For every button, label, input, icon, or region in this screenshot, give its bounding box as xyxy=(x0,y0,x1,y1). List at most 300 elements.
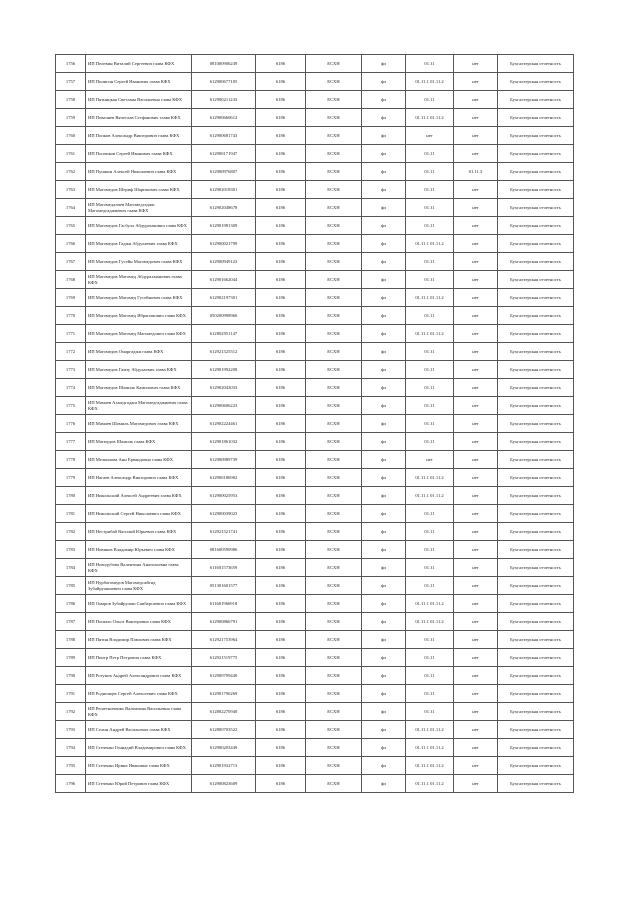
table-row xyxy=(56,685,574,703)
additional-activity-code-cell: нет xyxy=(454,703,498,721)
tax-regime-cell: ЕСХН xyxy=(306,433,362,451)
organization-name-cell: ИП Поваляев Вячеслав Стефанович глава КФХ xyxy=(86,109,192,127)
row-number-cell: 1791 xyxy=(56,685,86,703)
row-number-cell: 1784 xyxy=(56,559,86,577)
table-row xyxy=(56,163,574,181)
entity-type-cell: фл xyxy=(362,577,406,595)
additional-activity-code-cell: нет xyxy=(454,73,498,91)
main-activity-code-cell: 01.11 xyxy=(406,685,454,703)
inn-number-cell: 612900660612 xyxy=(192,109,256,127)
additional-activity-code-cell: нет xyxy=(454,775,498,793)
tax-regime-cell: ЕСХН xyxy=(306,343,362,361)
main-activity-code-cell: 01.11 xyxy=(406,415,454,433)
table-row xyxy=(56,271,574,289)
inn-number-cell: 612921519775 xyxy=(192,649,256,667)
row-number-cell: 1761 xyxy=(56,145,86,163)
entity-type-cell: фл xyxy=(362,433,406,451)
main-activity-code-cell: 01.11 xyxy=(406,217,454,235)
entity-type-cell: фл xyxy=(362,649,406,667)
row-number-cell: 1788 xyxy=(56,631,86,649)
entity-type-cell: фл xyxy=(362,361,406,379)
main-activity-code-cell: 01.11.1 01.11.2 xyxy=(406,721,454,739)
tax-office-code-cell: 6186 xyxy=(256,721,306,739)
inn-number-cell: 612902048678 xyxy=(192,199,256,217)
additional-activity-code-cell: нет xyxy=(454,631,498,649)
inn-number-cell: 612902018301 xyxy=(192,181,256,199)
entity-type-cell: фл xyxy=(362,253,406,271)
inn-number-cell: 612921521741 xyxy=(192,523,256,541)
main-activity-code-cell: 01.11 xyxy=(406,523,454,541)
tax-regime-cell: ЕСХН xyxy=(306,667,362,685)
report-type-cell: Бухгалтерская отчетность xyxy=(498,523,574,541)
report-type-cell: Бухгалтерская отчетность xyxy=(498,595,574,613)
organization-name-cell: ИП Магомедов Магомед Магомедович глава КФХ xyxy=(86,325,192,343)
main-activity-code-cell: нет xyxy=(406,451,454,469)
main-activity-code-cell: 01.11.1 01.11.2 xyxy=(406,595,454,613)
organization-name-cell: ИП Магомедов Омаргаджи глава КФХ xyxy=(86,343,192,361)
report-type-cell: Бухгалтерская отчетность xyxy=(498,235,574,253)
entity-type-cell: фл xyxy=(362,145,406,163)
tax-regime-cell: ЕСХН xyxy=(306,109,362,127)
tax-office-code-cell: 6186 xyxy=(256,595,306,613)
inn-number-cell: 612902043033 xyxy=(192,379,256,397)
row-number-cell: 1760 xyxy=(56,127,86,145)
table-row xyxy=(56,703,574,721)
tax-regime-cell: ЕСХН xyxy=(306,721,362,739)
row-number-cell: 1786 xyxy=(56,595,86,613)
row-number-cell: 1774 xyxy=(56,379,86,397)
table-row xyxy=(56,541,574,559)
entity-type-cell: фл xyxy=(362,217,406,235)
organization-name-cell: ИП Магомедов Гусейн Магомедович глава КФХ xyxy=(86,253,192,271)
additional-activity-code-cell: нет xyxy=(454,307,498,325)
additional-activity-code-cell: нет xyxy=(454,253,498,271)
additional-activity-code-cell: нет xyxy=(454,667,498,685)
tax-office-code-cell: 6186 xyxy=(256,253,306,271)
additional-activity-code-cell: нет xyxy=(454,523,498,541)
additional-activity-code-cell: нет xyxy=(454,685,498,703)
organization-name-cell: ИП Магомедов Гасбулл Абдуразакович глава КФХ xyxy=(86,217,192,235)
entity-type-cell: фл xyxy=(362,487,406,505)
additional-activity-code-cell: нет xyxy=(454,505,498,523)
tax-office-code-cell: 6186 xyxy=(256,55,306,73)
tax-office-code-cell: 6186 xyxy=(256,559,306,577)
additional-activity-code-cell: нет xyxy=(454,217,498,235)
tax-regime-cell: ЕСХН xyxy=(306,91,362,109)
report-type-cell: Бухгалтерская отчетность xyxy=(498,487,574,505)
report-type-cell: Бухгалтерская отчетность xyxy=(498,667,574,685)
organization-name-cell: ИП Магомедов Магомед Абдурахманович глава КФХ xyxy=(86,271,192,289)
report-type-cell: Бухгалтерская отчетность xyxy=(498,613,574,631)
tax-regime-cell: ЕСХН xyxy=(306,559,362,577)
additional-activity-code-cell: нет xyxy=(454,397,498,415)
report-type-cell: Бухгалтерская отчетность xyxy=(498,199,574,217)
entity-type-cell: фл xyxy=(362,109,406,127)
additional-activity-code-cell: нет xyxy=(454,595,498,613)
entity-type-cell: фл xyxy=(362,685,406,703)
tax-office-code-cell: 6186 xyxy=(256,289,306,307)
organization-name-cell: ИП Магомедов Магомед Гусейнович глава КФХ xyxy=(86,289,192,307)
table-body xyxy=(56,55,574,793)
row-number-cell: 1775 xyxy=(56,397,86,415)
tax-regime-cell: ЕСХН xyxy=(306,271,362,289)
tax-office-code-cell: 6186 xyxy=(256,523,306,541)
tax-regime-cell: ЕСХН xyxy=(306,415,362,433)
document-page xyxy=(55,54,573,848)
table-row xyxy=(56,109,574,127)
table-row xyxy=(56,343,574,361)
tax-regime-cell: ЕСХН xyxy=(306,217,362,235)
main-activity-code-cell: 01.11 xyxy=(406,271,454,289)
tax-office-code-cell: 6186 xyxy=(256,631,306,649)
tax-regime-cell: ЕСХН xyxy=(306,505,362,523)
report-type-cell: Бухгалтерская отчетность xyxy=(498,55,574,73)
tax-regime-cell: ЕСХН xyxy=(306,379,362,397)
entity-type-cell: фл xyxy=(362,469,406,487)
main-activity-code-cell: 01.11 xyxy=(406,343,454,361)
main-activity-code-cell: 01.11 xyxy=(406,379,454,397)
organization-name-cell: ИП Омаров Зубайрулаш Саибарсаевич глава КФХ xyxy=(86,595,192,613)
tax-office-code-cell: 6186 xyxy=(256,343,306,361)
entity-type-cell: фл xyxy=(362,613,406,631)
entity-type-cell: фл xyxy=(362,523,406,541)
entity-type-cell: фл xyxy=(362,163,406,181)
row-number-cell: 1780 xyxy=(56,487,86,505)
inn-number-cell: 612900677105 xyxy=(192,73,256,91)
inn-number-cell: 611601573659 xyxy=(192,559,256,577)
additional-activity-code-cell: нет xyxy=(454,469,498,487)
main-activity-code-cell: 01.11 xyxy=(406,703,454,721)
table-row xyxy=(56,487,574,505)
main-activity-code-cell: 01.11.1 01.11.2 xyxy=(406,775,454,793)
row-number-cell: 1766 xyxy=(56,235,86,253)
additional-activity-code-cell: нет xyxy=(454,181,498,199)
tax-regime-cell: ЕСХН xyxy=(306,55,362,73)
tax-regime-cell: ЕСХН xyxy=(306,775,362,793)
tax-office-code-cell: 6186 xyxy=(256,739,306,757)
entity-type-cell: фл xyxy=(362,181,406,199)
entity-type-cell: фл xyxy=(362,667,406,685)
entity-type-cell: фл xyxy=(362,757,406,775)
additional-activity-code-cell: нет xyxy=(454,757,498,775)
inn-number-cell: 612900709440 xyxy=(192,667,256,685)
table-row xyxy=(56,469,574,487)
tax-office-code-cell: 6186 xyxy=(256,613,306,631)
entity-type-cell: фл xyxy=(362,271,406,289)
table-row xyxy=(56,289,574,307)
tax-office-code-cell: 6186 xyxy=(256,541,306,559)
organization-name-cell: ИП Магомедалиев Магомедгаджи Магомедгаджиевич глава КФХ xyxy=(86,199,192,217)
inn-number-cell: 612901981309 xyxy=(192,217,256,235)
inn-number-cell: 612901790269 xyxy=(192,685,256,703)
additional-activity-code-cell: нет xyxy=(454,145,498,163)
inn-number-cell: 612921753964 xyxy=(192,631,256,649)
organization-name-cell: ИП Магомедов Магомед Ибрагимович глава КФХ xyxy=(86,307,192,325)
row-number-cell: 1782 xyxy=(56,523,86,541)
organization-name-cell: ИП Нагаев Александр Викторович глава КФХ xyxy=(86,469,192,487)
tax-regime-cell: ЕСХН xyxy=(306,649,362,667)
table-row xyxy=(56,415,574,433)
main-activity-code-cell: 01.11 xyxy=(406,649,454,667)
additional-activity-code-cell: нет xyxy=(454,415,498,433)
organization-name-cell: ИП Никольский Алексей Андреевич глава КФХ xyxy=(86,487,192,505)
organization-name-cell: ИП Пиотр Петр Петрович глава КФХ xyxy=(86,649,192,667)
additional-activity-code-cell: нет xyxy=(454,91,498,109)
main-activity-code-cell: 01.11 xyxy=(406,505,454,523)
main-activity-code-cell: 01.11.1 01.11.2 xyxy=(406,109,454,127)
tax-regime-cell: ЕСХН xyxy=(306,307,362,325)
tax-regime-cell: ЕСХН xyxy=(306,631,362,649)
tax-regime-cell: ЕСХН xyxy=(306,685,362,703)
table-row xyxy=(56,577,574,595)
report-type-cell: Бухгалтерская отчетность xyxy=(498,739,574,757)
tax-regime-cell: ЕСХН xyxy=(306,199,362,217)
main-activity-code-cell: 01.11 xyxy=(406,91,454,109)
report-type-cell: Бухгалтерская отчетность xyxy=(498,127,574,145)
tax-office-code-cell: 6186 xyxy=(256,775,306,793)
row-number-cell: 1767 xyxy=(56,253,86,271)
tax-regime-cell: ЕСХН xyxy=(306,451,362,469)
report-type-cell: Бухгалтерская отчетность xyxy=(498,343,574,361)
main-activity-code-cell: 01.11 xyxy=(406,361,454,379)
main-activity-code-cell: 01.11.1 01.11.2 xyxy=(406,235,454,253)
report-type-cell: Бухгалтерская отчетность xyxy=(498,649,574,667)
tax-office-code-cell: 6186 xyxy=(256,217,306,235)
row-number-cell: 1771 xyxy=(56,325,86,343)
row-number-cell: 1756 xyxy=(56,55,86,73)
entity-type-cell: фл xyxy=(362,739,406,757)
organization-name-cell: ИП Пушкин Алексей Николаевич глава КФХ xyxy=(86,163,192,181)
registry-table xyxy=(55,54,574,793)
report-type-cell: Бухгалтерская отчетность xyxy=(498,325,574,343)
additional-activity-code-cell: нет xyxy=(454,739,498,757)
tax-office-code-cell: 6186 xyxy=(256,235,306,253)
inn-number-cell: 081000906249 xyxy=(192,55,256,73)
additional-activity-code-cell: нет xyxy=(454,361,498,379)
tax-regime-cell: ЕСХН xyxy=(306,577,362,595)
row-number-cell: 1783 xyxy=(56,541,86,559)
main-activity-code-cell: 01.11 xyxy=(406,577,454,595)
tax-regime-cell: ЕСХН xyxy=(306,469,362,487)
main-activity-code-cell: 01.11 xyxy=(406,397,454,415)
table-row xyxy=(56,199,574,217)
tax-office-code-cell: 6186 xyxy=(256,109,306,127)
organization-name-cell: ИП Мелконова Анн Ервандовна глава КФХ xyxy=(86,451,192,469)
additional-activity-code-cell: нет xyxy=(454,235,498,253)
main-activity-code-cell: 01.11 xyxy=(406,541,454,559)
table-row xyxy=(56,433,574,451)
table-row xyxy=(56,55,574,73)
main-activity-code-cell: 01.11.1 01.11.2 xyxy=(406,469,454,487)
additional-activity-code-cell: нет xyxy=(454,325,498,343)
row-number-cell: 1781 xyxy=(56,505,86,523)
tax-regime-cell: ЕСХН xyxy=(306,253,362,271)
organization-name-cell: ИП Пелевин Виталий Сергеевич глава КФХ xyxy=(86,55,192,73)
organization-name-cell: ИП Ротунов Андрей Александрович глава КФХ xyxy=(86,667,192,685)
organization-name-cell: ИП Магомедов Гаджи Абдулаевич глава КФХ xyxy=(86,235,192,253)
main-activity-code-cell: 01.11 xyxy=(406,55,454,73)
row-number-cell: 1757 xyxy=(56,73,86,91)
tax-office-code-cell: 6186 xyxy=(256,91,306,109)
tax-regime-cell: ЕСХН xyxy=(306,595,362,613)
main-activity-code-cell: 01.11 xyxy=(406,307,454,325)
table-row xyxy=(56,451,574,469)
report-type-cell: Бухгалтерская отчетность xyxy=(498,163,574,181)
additional-activity-code-cell: нет xyxy=(454,613,498,631)
row-number-cell: 1792 xyxy=(56,703,86,721)
report-type-cell: Бухгалтерская отчетность xyxy=(498,721,574,739)
entity-type-cell: фл xyxy=(362,775,406,793)
main-activity-code-cell: 01.11 xyxy=(406,559,454,577)
tax-office-code-cell: 6186 xyxy=(256,433,306,451)
inn-number-cell: 612901992208 xyxy=(192,361,256,379)
entity-type-cell: фл xyxy=(362,415,406,433)
entity-type-cell: фл xyxy=(362,307,406,325)
report-type-cell: Бухгалтерская отчетность xyxy=(498,397,574,415)
row-number-cell: 1787 xyxy=(56,613,86,631)
report-type-cell: Бухгалтерская отчетность xyxy=(498,775,574,793)
report-type-cell: Бухгалтерская отчетность xyxy=(498,91,574,109)
main-activity-code-cell: нет xyxy=(406,127,454,145)
main-activity-code-cell: 01.11 xyxy=(406,181,454,199)
additional-activity-code-cell: нет xyxy=(454,289,498,307)
additional-activity-code-cell: нет xyxy=(454,721,498,739)
report-type-cell: Бухгалтерская отчетность xyxy=(498,145,574,163)
tax-office-code-cell: 6186 xyxy=(256,667,306,685)
row-number-cell: 1776 xyxy=(56,415,86,433)
report-type-cell: Бухгалтерская отчетность xyxy=(498,631,574,649)
table-row xyxy=(56,145,574,163)
table-row xyxy=(56,739,574,757)
inn-number-cell: 612900203449 xyxy=(192,739,256,757)
tax-office-code-cell: 6186 xyxy=(256,163,306,181)
organization-name-cell: ИП Попков Александр Викторович глава КФХ xyxy=(86,127,192,145)
row-number-cell: 1773 xyxy=(56,361,86,379)
tax-office-code-cell: 6186 xyxy=(256,469,306,487)
organization-name-cell: ИП Попыло Ольга Викторовна глава КФХ xyxy=(86,613,192,631)
organization-name-cell: ИП Нурбагомедов Магомедсайгид Зубайруашиевич глава КФХ xyxy=(86,577,192,595)
tax-regime-cell: ЕСХН xyxy=(306,163,362,181)
inn-number-cell: 612802270940 xyxy=(192,703,256,721)
inn-number-cell: 612901932713 xyxy=(192,757,256,775)
inn-number-cell: 612900606223 xyxy=(192,397,256,415)
entity-type-cell: фл xyxy=(362,127,406,145)
main-activity-code-cell: 01.11 xyxy=(406,631,454,649)
row-number-cell: 1758 xyxy=(56,91,86,109)
entity-type-cell: фл xyxy=(362,55,406,73)
entity-type-cell: фл xyxy=(362,595,406,613)
tax-regime-cell: ЕСХН xyxy=(306,361,362,379)
tax-office-code-cell: 6186 xyxy=(256,145,306,163)
report-type-cell: Бухгалтерская отчетность xyxy=(498,469,574,487)
inn-number-cell: 612900186902 xyxy=(192,469,256,487)
tax-office-code-cell: 6186 xyxy=(256,451,306,469)
inn-number-cell: 612900866791 xyxy=(192,613,256,631)
report-type-cell: Бухгалтерская отчетность xyxy=(498,289,574,307)
table-row xyxy=(56,505,574,523)
report-type-cell: Бухгалтерская отчетность xyxy=(498,541,574,559)
inn-number-cell: 612902224461 xyxy=(192,415,256,433)
row-number-cell: 1779 xyxy=(56,469,86,487)
entity-type-cell: фл xyxy=(362,451,406,469)
additional-activity-code-cell: нет xyxy=(454,271,498,289)
entity-type-cell: фл xyxy=(362,379,406,397)
tax-office-code-cell: 6186 xyxy=(256,127,306,145)
organization-name-cell: ИП Родионцев Сергей Алексеевич глава КФХ xyxy=(86,685,192,703)
organization-name-cell: ИП Нестрибай Василий Юрьевич глава КФХ xyxy=(86,523,192,541)
tax-office-code-cell: 6186 xyxy=(256,181,306,199)
tax-office-code-cell: 6186 xyxy=(256,73,306,91)
inn-number-cell: 612900039023 xyxy=(192,505,256,523)
table-row xyxy=(56,595,574,613)
main-activity-code-cell: 01.11 xyxy=(406,145,454,163)
tax-office-code-cell: 6186 xyxy=(256,397,306,415)
tax-regime-cell: ЕСХН xyxy=(306,613,362,631)
tax-office-code-cell: 6186 xyxy=(256,577,306,595)
table-row xyxy=(56,721,574,739)
report-type-cell: Бухгалтерская отчетность xyxy=(498,577,574,595)
main-activity-code-cell: 01.11.1 01.11.2 xyxy=(406,487,454,505)
tax-office-code-cell: 6186 xyxy=(256,415,306,433)
entity-type-cell: фл xyxy=(362,199,406,217)
table-row xyxy=(56,325,574,343)
tax-office-code-cell: 6186 xyxy=(256,685,306,703)
tax-office-code-cell: 6186 xyxy=(256,505,306,523)
additional-activity-code-cell: нет xyxy=(454,649,498,667)
additional-activity-code-cell: нет xyxy=(454,109,498,127)
table-row xyxy=(56,181,574,199)
additional-activity-code-cell: нет xyxy=(454,577,498,595)
main-activity-code-cell: 01.11 xyxy=(406,163,454,181)
inn-number-cell: 612901861032 xyxy=(192,433,256,451)
inn-number-cell: 612900681743 xyxy=(192,127,256,145)
tax-regime-cell: ЕСХН xyxy=(306,127,362,145)
tax-regime-cell: ЕСХН xyxy=(306,703,362,721)
entity-type-cell: фл xyxy=(362,73,406,91)
report-type-cell: Бухгалтерская отчетность xyxy=(498,271,574,289)
report-type-cell: Бухгалтерская отчетность xyxy=(498,505,574,523)
row-number-cell: 1763 xyxy=(56,181,86,199)
entity-type-cell: фл xyxy=(362,325,406,343)
inn-number-cell: 050200998966 xyxy=(192,307,256,325)
entity-type-cell: фл xyxy=(362,631,406,649)
organization-name-cell: ИП Матмудов Шамиль глава КФХ xyxy=(86,433,192,451)
tax-office-code-cell: 6186 xyxy=(256,703,306,721)
row-number-cell: 1762 xyxy=(56,163,86,181)
table-row xyxy=(56,361,574,379)
organization-name-cell: ИП Селин Андрей Васильевич глава КФХ xyxy=(86,721,192,739)
additional-activity-code-cell: нет xyxy=(454,55,498,73)
row-number-cell: 1778 xyxy=(56,451,86,469)
table-row xyxy=(56,307,574,325)
entity-type-cell: фл xyxy=(362,541,406,559)
report-type-cell: Бухгалтерская отчетность xyxy=(498,253,574,271)
organization-name-cell: ИП Магомедов Шериф Шарипович глава КФХ xyxy=(86,181,192,199)
inn-number-cell: 612900976807 xyxy=(192,163,256,181)
inn-number-cell: 612900021799 xyxy=(192,235,256,253)
table-row xyxy=(56,613,574,631)
tax-regime-cell: ЕСХН xyxy=(306,181,362,199)
tax-regime-cell: ЕСХН xyxy=(306,73,362,91)
row-number-cell: 1772 xyxy=(56,343,86,361)
table-row xyxy=(56,217,574,235)
additional-activity-code-cell: нет xyxy=(454,199,498,217)
report-type-cell: Бухгалтерская отчетность xyxy=(498,379,574,397)
entity-type-cell: фл xyxy=(362,289,406,307)
table-row xyxy=(56,523,574,541)
table-row xyxy=(56,127,574,145)
organization-name-cell: ИП Магомедов Шамиль Камилович глава КФХ xyxy=(86,379,192,397)
